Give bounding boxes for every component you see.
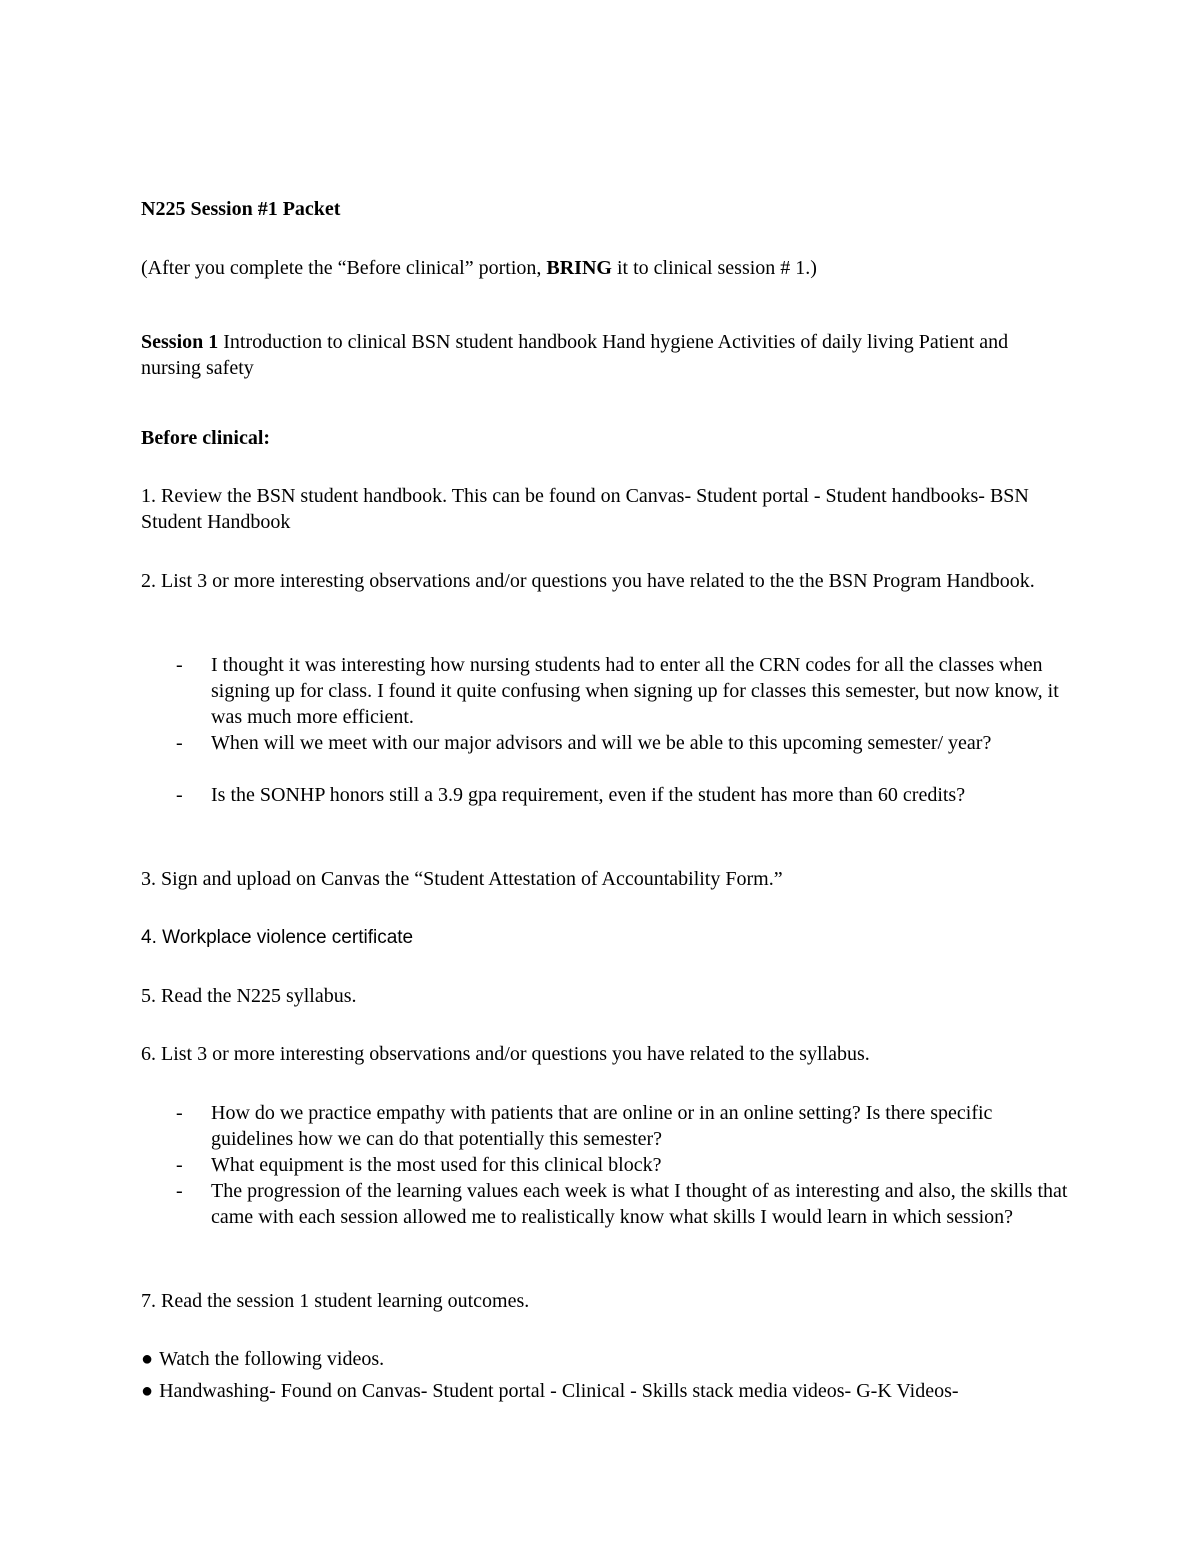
handbook-answer-text: I thought it was interesting how nursing students had to enter all the CRN codes for all the classes when signing up for class. I found it quite confusing when signing up for classes this semester, but now know, it was much more efficient. — [211, 654, 1059, 728]
syllabus-answer-3 — [176, 1178, 1071, 1230]
handbook-answer-1 — [176, 652, 1071, 730]
handbook-answer-text: Is the SONHP honors still a 3.9 gpa requirement, even if the student has more than 60 credits? — [211, 784, 966, 806]
session-text: Introduction to clinical BSN student handbook Hand hygiene Activities of daily living Patient and nursing safety — [141, 331, 1009, 379]
bullet-icon: ● — [141, 1348, 154, 1370]
session-topics — [141, 329, 1071, 381]
bullet-text: Watch the following videos. — [159, 1348, 385, 1370]
bullet-text: Handwashing- Found on Canvas- Student portal - Clinical - Skills stack media videos- G-K Videos- — [159, 1380, 959, 1402]
instruction-line — [141, 255, 1071, 281]
item-7: 7. Read the session 1 student learning outcomes. — [141, 1290, 530, 1312]
handbook-answer-text: When will we meet with our major advisors and will we be able to this upcoming semester/ year? — [211, 732, 992, 754]
item-2: 2. List 3 or more interesting observations and/or questions you have related to the the BSN Program Handbook. — [141, 570, 1035, 592]
session-label: Session 1 — [141, 331, 219, 353]
dash-marker: - — [176, 784, 183, 806]
syllabus-answer-text: How do we practice empathy with patients that are online or in an online setting? Is there specific guidelines how we can do that potentially this semester? — [211, 1102, 993, 1150]
syllabus-answer-text: What equipment is the most used for this clinical block? — [211, 1154, 662, 1176]
bullet-icon: ● — [141, 1380, 154, 1402]
dash-marker: - — [176, 1154, 183, 1176]
instruction-prefix: (After you complete the “Before clinical” portion, — [141, 257, 547, 279]
dash-marker: - — [176, 654, 183, 676]
before-clinical-heading: Before clinical: — [141, 427, 271, 449]
item-3: 3. Sign and upload on Canvas the “Student Attestation of Accountability Form.” — [141, 868, 783, 890]
instruction-bold: BRING — [546, 257, 612, 279]
document-title: N225 Session #1 Packet — [141, 198, 341, 220]
instruction-suffix: it to clinical session # 1.) — [611, 257, 817, 279]
bullet-item-2 — [141, 1378, 1071, 1404]
syllabus-answer-text: The progression of the learning values each week is what I thought of as interesting and also, the skills that came with each session allowed me to realistically know what skills I would learn in which session? — [211, 1180, 1068, 1228]
syllabus-answer-1 — [176, 1100, 1071, 1152]
bullet-item-1 — [141, 1346, 1071, 1372]
item-4: 4. Workplace violence certificate — [141, 927, 414, 948]
dash-marker: - — [176, 1180, 183, 1202]
item-6: 6. List 3 or more interesting observations and/or questions you have related to the syllabus. — [141, 1043, 870, 1065]
syllabus-answer-2 — [176, 1152, 1071, 1178]
item-1: 1. Review the BSN student handbook. This can be found on Canvas- Student portal - Student handbooks- BSN Student Handbook — [141, 485, 1029, 533]
handbook-answer-3 — [176, 782, 1071, 808]
item-5: 5. Read the N225 syllabus. — [141, 985, 357, 1007]
dash-marker: - — [176, 1102, 183, 1124]
handbook-answer-2 — [176, 730, 1071, 756]
dash-marker: - — [176, 732, 183, 754]
